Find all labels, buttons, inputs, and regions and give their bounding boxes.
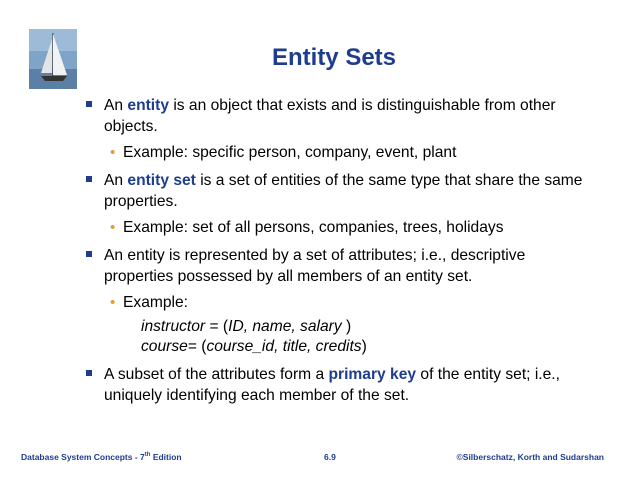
sub-bullet-text: Example: specific person, company, event, plant <box>123 144 457 161</box>
schema-name: instructor <box>141 318 206 335</box>
schema-eq: = ( <box>205 318 229 335</box>
bullet-text: An <box>104 172 128 189</box>
bullet-entity-set <box>86 170 586 212</box>
bullet-primary-key <box>86 364 586 406</box>
bullet-text: An entity is represented by a set of attributes; i.e., descriptive properties possessed by all members of an entity set. <box>104 247 526 285</box>
keyword-entity: entity <box>127 97 169 114</box>
footer-copyright: ©Silberschatz, Korth and Sudarshan <box>456 452 604 462</box>
footer-sup: th <box>144 452 151 459</box>
slide-content <box>86 95 586 406</box>
sub-bullet-attributes-example <box>86 292 586 313</box>
footer-text: Database System Concepts - 7 <box>21 452 145 462</box>
keyword-primary-key: primary key <box>328 366 417 383</box>
keyword-entity-set: entity set <box>127 172 196 189</box>
bullet-entity <box>86 95 586 137</box>
footer-book-title <box>21 452 182 462</box>
schema-attrs: ID, name, salary <box>228 318 342 335</box>
bullet-text: is an object that exists and is distinguishable from other objects. <box>104 97 556 135</box>
square-bullet-icon <box>86 101 92 107</box>
sub-bullet-text: Example: <box>123 294 189 311</box>
bullet-attributes <box>86 245 586 287</box>
dot-bullet-icon: • <box>110 144 116 161</box>
sub-bullet-entity-set-example <box>86 217 586 238</box>
slide-title: Entity Sets <box>271 44 397 71</box>
dot-bullet-icon: • <box>110 294 116 311</box>
schema-name: course <box>141 338 188 355</box>
sub-bullet-entity-example <box>86 142 586 163</box>
bullet-text: An <box>104 97 128 114</box>
schema-attrs: course_id, title, credits <box>206 338 362 355</box>
schema-close: ) <box>341 318 352 335</box>
sub-bullet-text: Example: set of all persons, companies, trees, holidays <box>123 219 504 236</box>
schema-eq: = ( <box>187 338 207 355</box>
square-bullet-icon <box>86 251 92 257</box>
example-course <box>86 337 586 357</box>
example-instructor <box>86 317 586 337</box>
bullet-text: of the entity set; i.e., uniquely identifying each member of the set. <box>104 366 560 404</box>
square-bullet-icon <box>86 370 92 376</box>
square-bullet-icon <box>86 176 92 182</box>
bullet-text: A subset of the attributes form a <box>104 366 329 383</box>
footer-text: Edition <box>150 452 182 462</box>
schema-close: ) <box>361 338 367 355</box>
dot-bullet-icon: • <box>110 219 116 236</box>
bullet-text: is a set of entities of the same type that share the same properties. <box>104 172 583 210</box>
page-number: 6.9 <box>324 452 336 462</box>
